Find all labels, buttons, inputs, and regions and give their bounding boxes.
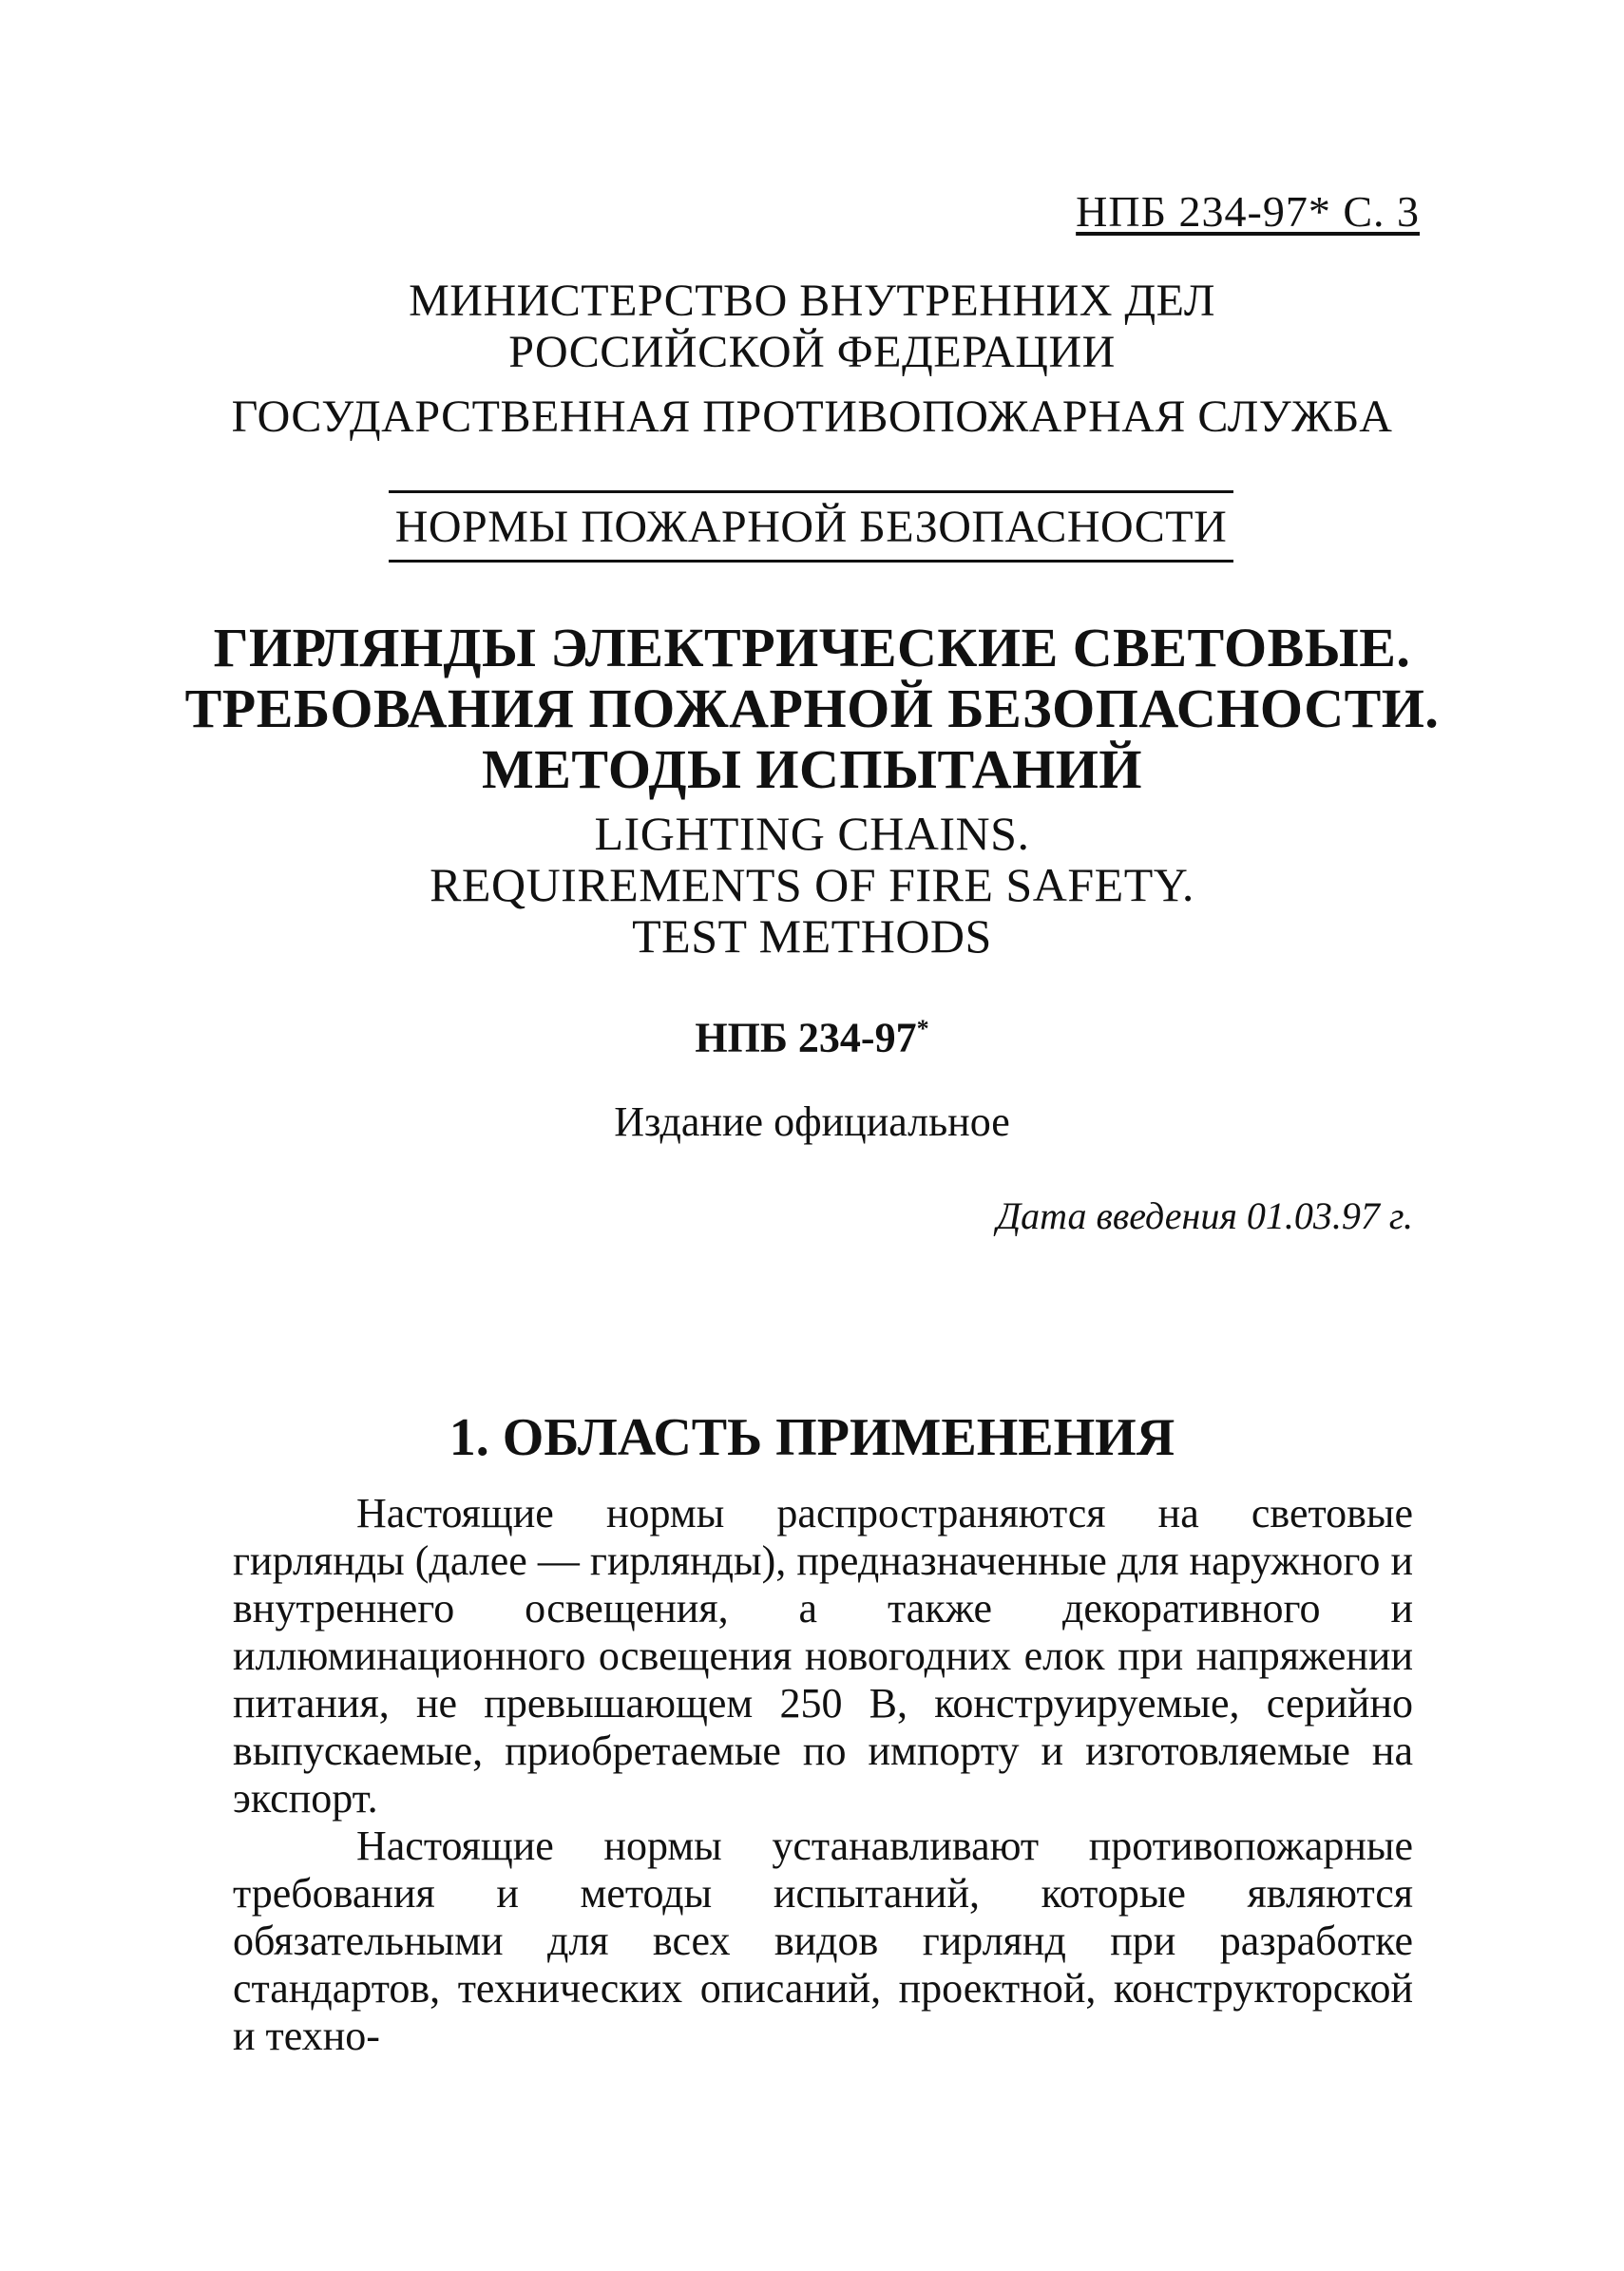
introduction-date: Дата введения 01.03.97 г. xyxy=(996,1194,1413,1237)
title-english xyxy=(0,808,1624,962)
title-ru-line-1: ГИРЛЯНДЫ ЭЛЕКТРИЧЕСКИЕ СВЕТОВЫЕ. xyxy=(213,617,1411,678)
ministry-line-1: МИНИСТЕРСТВО ВНУТРЕННИХ ДЕЛ xyxy=(409,276,1215,326)
title-russian xyxy=(0,618,1624,800)
title-en-line-2: REQUIREMENTS OF FIRE SAFETY. xyxy=(430,858,1194,911)
title-en-line-3: TEST METHODS xyxy=(632,909,992,963)
paragraph-1 xyxy=(233,1490,1413,1823)
service-name: ГОСУДАРСТВЕННАЯ ПРОТИВОПОЖАРНАЯ СЛУЖБА xyxy=(231,391,1393,442)
norms-label: НОРМЫ ПОЖАРНОЙ БЕЗОПАСНОСТИ xyxy=(389,490,1233,563)
document-code xyxy=(0,1005,1624,1062)
edition-label: Издание официальное xyxy=(614,1098,1010,1145)
title-ru-line-2: ТРЕБОВАНИЯ ПОЖАРНОЙ БЕЗОПАСНОСТИ. xyxy=(184,677,1440,739)
ministry-name xyxy=(0,276,1624,378)
page-reference: НПБ 234-97* С. 3 xyxy=(1076,187,1420,236)
ministry-line-2: РОССИЙСКОЙ ФЕДЕРАЦИИ xyxy=(508,327,1116,377)
document-code-mark: * xyxy=(916,1015,929,1042)
title-ru-line-3: МЕТОДЫ ИСПЫТАНИЙ xyxy=(481,738,1143,800)
paragraph-1-text: Настоящие нормы распространяются на световые гирлянды (далее — гирлянды), предназначенные для наружного и внутреннего освещения, а также декоративного и иллюминационного освещения новогодних елок при напряжении питания, не превышающем 250 В, конструируемые, серийно выпускаемые, приобретаемые по импорту и изготовляемые на экспорт. xyxy=(233,1490,1413,1822)
paragraph-2 xyxy=(233,1823,1413,2060)
section-title: 1. ОБЛАСТЬ ПРИМЕНЕНИЯ xyxy=(449,1408,1175,1467)
title-en-line-1: LIGHTING CHAINS. xyxy=(594,807,1030,860)
paragraph-2-text: Настоящие нормы устанавливают противопожарные требования и методы испытаний, которые являются обязательными для всех видов гирлянд при разработке стандартов, технических описаний, проектной, конструкторской и техно- xyxy=(233,1823,1413,2059)
document-code-text: НПБ 234-97 xyxy=(695,1014,917,1061)
